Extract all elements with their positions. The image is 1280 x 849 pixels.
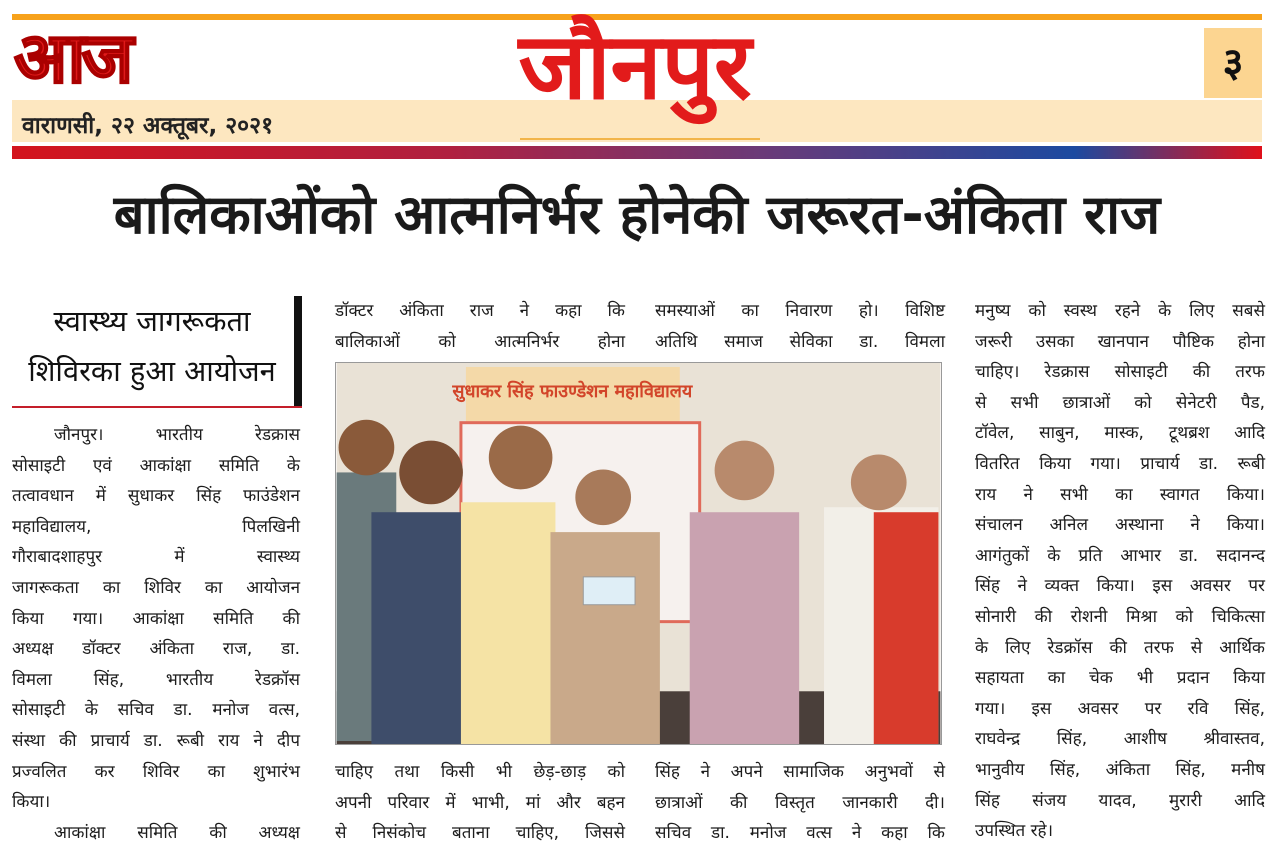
column-3-bottom [655,757,945,849]
header-gradient-rule [12,146,1262,159]
article-text-line: वितरित किया गया। प्राचार्य डा. रूबी [975,453,1265,474]
article-text-line: भानुवीय सिंह, अंकिता सिंह, मनीष [975,759,1265,780]
article-text-line: गया। इस अवसर पर रवि सिंह, [975,698,1265,719]
article-text-line: सोसाइटी एवं आकांक्षा समिति के [12,455,300,476]
article-text-line: आगंतुकों के प्रति आभार डा. सदानन्द [975,545,1265,566]
subheadline-line: शिविरका हुआ आयोजन [28,354,276,388]
cheque [583,577,635,605]
article-text-line: चाहिए तथा किसी भी छेड़-छाड़ को [335,762,625,782]
column-3-top [655,296,945,357]
article-text-line: महाविद्यालय, पिलखिनी [12,516,300,537]
article-text-line: मनुष्य को स्वस्थ रहने के लिए सबसे [975,301,1265,321]
news-photo [335,362,942,745]
article-text-line: गौराबादशाहपुर में स्वास्थ्य [12,547,300,568]
article-text-line: प्रज्वलित कर शिविर का शुभारंभ [12,761,300,782]
article-text-line: सोसाइटी के सचिव डा. मनोज वत्स, [12,700,300,721]
article-text-line: बालिकाओं को आत्मनिर्भर होना [335,331,625,352]
headline: बालिकाओंको आत्मनिर्भर होनेकी जरूरत-अंकिता राज [113,183,1161,246]
newspaper-logo: आज [14,17,130,99]
article-text-line: जागरूकता का शिविर का आयोजन [12,577,300,598]
article-text-line: किया। [12,792,51,813]
column-2-top [335,296,625,357]
article-text-line: अध्यक्ष डॉक्टर अंकिता राज, डा. [12,639,300,660]
section-title: जौनपुर [518,13,752,120]
article-text-line: टॉवेल, साबुन, मास्क, टूथब्रश आदि [975,423,1265,444]
article-text-line: सचिव डा. मनोज वत्स ने कहा कि [655,823,945,844]
article-text-line: आकांक्षा समिति की अध्यक्ष [54,822,300,843]
article-text-line: अतिथि समाज सेविका डा. विमला [655,331,945,352]
article-text-line: छात्राओं की विस्तृत जानकारी दी। [655,792,945,813]
article-text-line: सिंह संजय यादव, मुरारी आदि [975,790,1265,811]
photo-banner-text: सुधाकर सिंह फाउण्डेशन महाविद्यालय [452,380,693,402]
article-text-line: राय ने सभी का स्वागत किया। [975,484,1265,505]
article-text-line: के लिए रेडक्रॉस की तरफ से आर्थिक [975,637,1265,658]
column-2-bottom [335,757,625,849]
page-number: ३ [1204,28,1262,98]
subheadline-rule [12,406,302,408]
article-text-line: संचालन अनिल अस्थाना ने किया। [975,515,1265,536]
subheadline [12,296,292,396]
article-text-line: संस्था की प्राचार्य डा. रूबी राय ने दीप [12,730,300,751]
article-text-line: सिंह ने अपने सामाजिक अनुभवों से [655,762,945,782]
article-text-line: सोनारी की रोशनी मिश्रा को चिकित्सा [975,606,1265,627]
article-text-line: विमला सिंह, भारतीय रेडक्रॉस [12,669,300,690]
article-text-line: तत्वावधान में सुधाकर सिंह फाउंडेशन [12,486,300,507]
subheadline-line: स्वास्थ्य जागरूकता [53,304,251,338]
article-text-line: जरूरी उसका खानपान पौष्टिक होना [975,331,1265,352]
column-1 [12,420,300,848]
article-text-line: समस्याओं का निवारण हो। विशिष्ट [655,301,945,321]
article-text-line: किया गया। आकांक्षा समिति की [12,608,300,629]
article-text-line: उपस्थित रहे। [975,821,1054,842]
article-text-line: अपनी परिवार में भाभी, मां और बहन [335,792,625,813]
article-text-line: राघवेन्द्र सिंह, आशीष श्रीवास्तव, [975,729,1265,750]
article-text-line: जौनपुर। भारतीय रेडक्रास [54,425,300,445]
dateline: वाराणसी, २२ अक्तूबर, २०२१ [22,113,274,139]
article-text-line: सिंह ने व्यक्त किया। इस अवसर पर [975,576,1265,597]
article-text-line: डॉक्टर अंकिता राज ने कहा कि [335,301,625,321]
article-text-line: से सभी छात्राओं को सेनेटरी पैड, [975,392,1265,413]
article-text-line: सहायता का चेक भी प्रदान किया [975,668,1265,689]
article-text-line: चाहिए। रेडक्रास सोसाइटी की तरफ [975,362,1265,383]
column-4 [975,296,1265,847]
section-title-underline [520,138,760,140]
article-text-line: से निसंकोच बताना चाहिए, जिससे [335,823,625,844]
subheadline-bar [294,296,302,406]
